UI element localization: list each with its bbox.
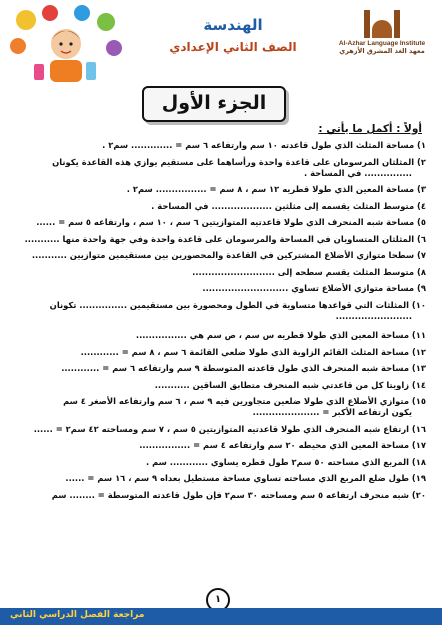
question-item <box>14 380 426 391</box>
question-text: ٨) متوسط المثلث يقسم سطحه إلى .......................... <box>192 266 426 277</box>
question-continuation: يكون ارتفاعه الأكبر = ..................... <box>252 407 412 418</box>
question-text: ١٠) المثلثات التي قواعدها متساوية في الطول ومحصورة بين مستقيمين ............... تكونان <box>49 299 426 310</box>
question-item <box>14 347 426 358</box>
question-text: ٢) المثلثان المرسومان على قاعدة واحدة ورأساهما على مستقيم يوازي هذه القاعدة يكونان <box>52 156 426 167</box>
question-text: ١) مساحة المثلث الذي طول قاعدته ١٠ سم وارتفاعه ٦ سم = ............. سم٢ . <box>102 140 426 150</box>
institute-logo <box>332 8 432 55</box>
question-item <box>14 363 426 374</box>
question-text: ٤) متوسط المثلث يقسمه إلى مثلثين ................... في المساحة . <box>151 200 426 211</box>
question-text: ٥) مساحة شبه المنحرف الذي طولا قاعدتيه المتوازيتين ٦ سم ، ١٠ سم ، وارتفاعه ٥ سم = ...... <box>36 217 426 228</box>
question-text: ١٤) زاويتا كل من قاعدتي شبه المنحرف متطابق الساقين ........... <box>154 379 426 390</box>
page-number: ١ <box>206 588 230 612</box>
subject-title: الهندسة <box>203 16 263 34</box>
question-continuation: ............... في المساحة . <box>303 167 412 178</box>
institute-name-en: Al-Azhar Language Institute <box>338 40 426 47</box>
question-text: ١٥) متوازي الأضلاع الذي طولا ضلعين متجاورين فيه ٩ سم ، ٦ سم وارتفاعه الأصغر ٤ سم <box>63 396 426 407</box>
mosque-logo-icon <box>360 8 404 38</box>
question-item <box>14 184 426 195</box>
question-text: ٣) مساحة المعين الذي طولا قطريه ١٢ سم ، ٨ سم = ................ سم٢ . <box>126 184 426 195</box>
question-text: ١٦) ارتفاع شبه المنحرف الذي طولا قاعدتيه المتوازيتين ٥ سم ، ٧ سم ومساحته ٤٢ سم٢ = ...... <box>33 423 426 434</box>
part-title: الجزء الأول <box>142 86 286 122</box>
question-item <box>14 300 426 322</box>
question-list <box>14 140 426 506</box>
question-text: ٢٠) شبه منحرف ارتفاعه ٥ سم ومساحته ٣٠ سم٢ فإن طول قاعدته المتوسطة = ........ سم <box>51 489 426 500</box>
question-item <box>14 396 426 418</box>
question-text: ١٩) طول ضلع المربع الذي مساحته تساوي مساحة مستطيل بعداه ٩ سم ، ١٦ سم = ...... <box>65 473 426 484</box>
question-continuation: ........................ <box>335 310 412 321</box>
question-item <box>14 234 426 245</box>
question-text: ٧) سطحا متوازي الأضلاع المشتركين في القاعدة والمحصورين بين مستقيمين متوازيين ........... <box>31 250 426 261</box>
question-item <box>14 140 426 151</box>
question-item <box>14 267 426 278</box>
question-item <box>14 440 426 451</box>
grade-title: الصف الثاني الإعدادي <box>169 40 297 54</box>
question-text: ٦) المثلثان المتساويان في المساحة والمرسومان على قاعدة واحدة وفي جهة واحدة منها ........... <box>24 233 426 244</box>
footer-text: مراجعة الفصل الدراسي الثاني <box>10 610 145 620</box>
question-item <box>14 250 426 261</box>
question-item <box>14 330 426 341</box>
question-item <box>14 424 426 435</box>
question-text: ٩) مساحة متوازي الأضلاع تساوي ........................... <box>202 283 426 294</box>
question-item <box>14 201 426 212</box>
question-text: ١١) مساحة المعين الذي طولا قطريه س سم ، ص سم هي ................ <box>135 330 426 341</box>
question-item <box>14 157 426 179</box>
institute-name-ar: معهد الغد المشرق الأزهري <box>339 47 425 55</box>
question-text: ١٨) المربع الذي مساحته ٥٠ سم٢ طول قطره يساوي ............ سم . <box>145 456 426 467</box>
student-illustration <box>6 4 126 89</box>
question-item <box>14 217 426 228</box>
question-text: ١٢) مساحة المثلث القائم الزاوية الذي طولا ضلعي القائمة ٦ سم ، ٨ سم = ............ <box>80 346 426 357</box>
question-item <box>14 283 426 294</box>
question-text: ١٧) مساحة المعين الذي محيطه ٢٠ سم وارتفاعه ٤ سم = ................ <box>139 440 426 451</box>
question-item <box>14 490 426 501</box>
question-item <box>14 473 426 484</box>
question-text: ١٣) مساحة شبه المنحرف الذي طول قاعدته المتوسطة ٩ سم وارتفاعه ٦ سم = ............ <box>61 363 426 374</box>
question-item <box>14 457 426 468</box>
section-heading: أولاً : أكمل ما يأتي : <box>318 123 422 135</box>
